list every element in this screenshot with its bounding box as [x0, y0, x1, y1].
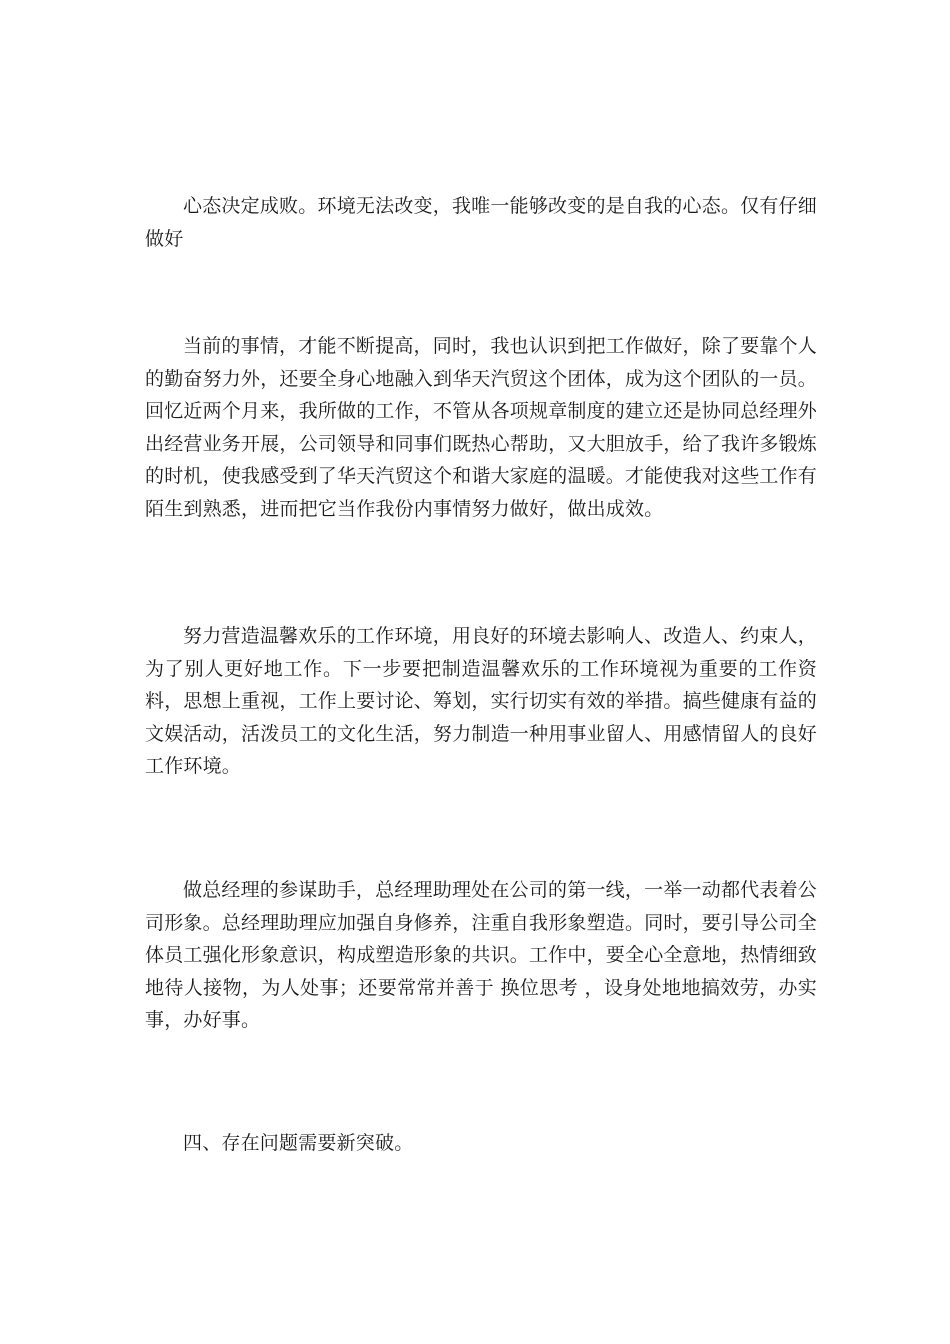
paragraph-work-environment: 努力营造温馨欢乐的工作环境，用良好的环境去影响人、改造人、约束人，为了别人更好地工作。下一步要把制造温馨欢乐的工作环境视为重要的工作资料，思想上重视，工作上要讨论、筹划，实行切实有效的举措。搞些健康有益的文娱活动，活泼员工的文化生活，努力制造一种用事业留人、用感情留人的良好工作环境。	[145, 625, 818, 777]
section-heading-problems: 四、存在问题需要新突破。	[183, 1132, 414, 1154]
paragraph-work-reflection: 当前的事情，才能不断提高，同时，我也认识到把工作做好，除了要靠个人的勤奋努力外，还要全身心地融入到华天汽贸这个团体，成为这个团队的一员。回忆近两个月来，我所做的工作，不管从各项规章制度的建立还是协同总经理外出经营业务开展，公司领导和同事们既热心帮助，又大胆放手，给了我许多锻炼的时机，使我感受到了华天汽贸这个和谐大家庭的温暖。才能使我对这些工作有陌生到熟悉，进而把它当作我份内事情努力做好，做出成效。	[145, 335, 818, 520]
paragraph-mindset: 心态决定成败。环境无法改变，我唯一能够改变的是自我的心态。仅有仔细做好	[145, 195, 817, 250]
paragraph-assistant-role: 做总经理的参谋助手，总经理助理处在公司的第一线，一举一动都代表着公司形象。总经理助理应加强自身修养，注重自我形象塑造。同时，要引导公司全体员工强化形象意识，构成塑造形象的共识。工作中，要全心全意地，热情细致地待人接物，为人处事；还要常常并善于 换位思考 ，设身处地地搞效劳，办实事，办好事。	[145, 879, 818, 1031]
